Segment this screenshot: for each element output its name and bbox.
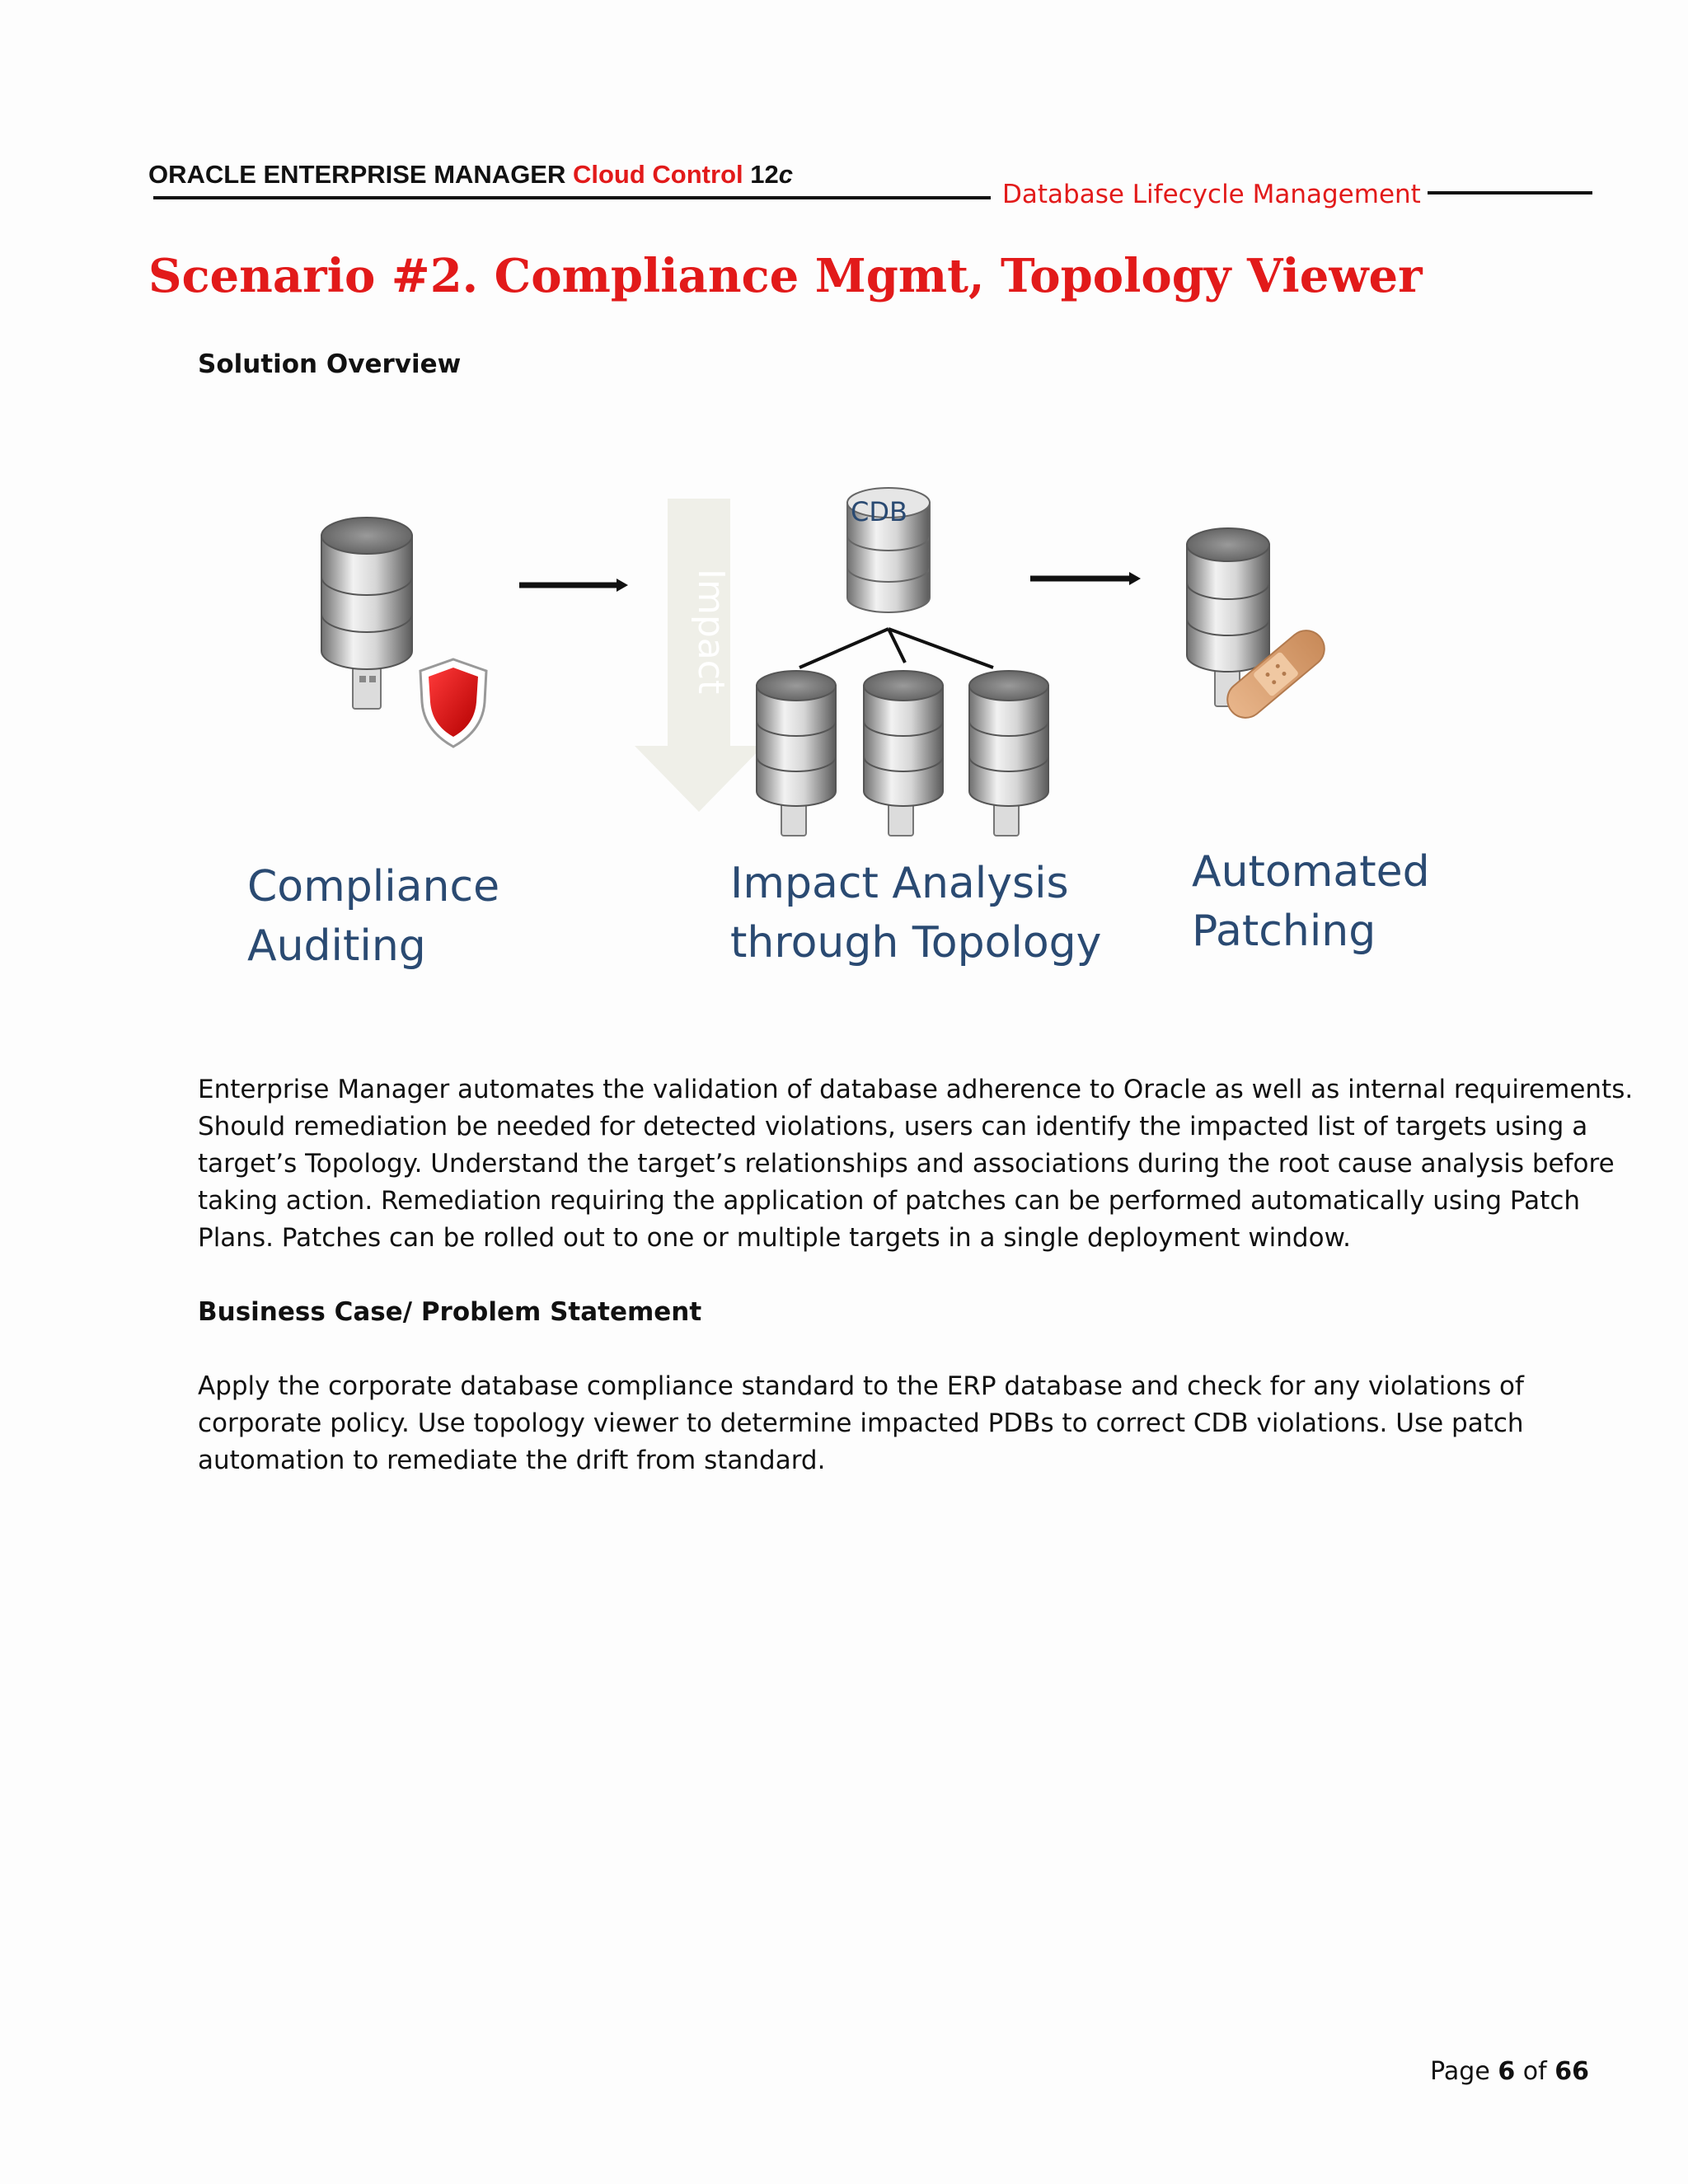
header-brand: ORACLE ENTERPRISE MANAGER bbox=[148, 160, 566, 189]
caption-impact-analysis: Impact Analysis through Topology bbox=[730, 859, 1102, 968]
topology-lines bbox=[799, 629, 993, 668]
cdb-database-icon bbox=[847, 488, 930, 612]
arrow-right-icon bbox=[519, 579, 628, 592]
solution-diagram bbox=[247, 462, 1451, 1038]
business-case-paragraph: Apply the corporate database compliance standard to the ERP database and check for any violations of corporate policy. Use topology viewer to determine impacted PDBs to correct CDB violations. Use patch automation to remediate the drift from standard. bbox=[198, 1371, 1524, 1475]
impact-label: Impact bbox=[690, 569, 732, 695]
caption-compliance-auditing: Compliance Auditing bbox=[247, 862, 500, 971]
page-title: Scenario #2. Compliance Mgmt, Topology Viewer bbox=[148, 249, 1423, 303]
page-number: Page 6 of 66 bbox=[1430, 2057, 1589, 2086]
solution-overview-heading: Solution Overview bbox=[198, 349, 462, 379]
shield-icon bbox=[420, 659, 486, 747]
pdb-database-icon bbox=[864, 671, 943, 836]
impact-arrow-icon bbox=[635, 499, 763, 812]
pdb-database-icon bbox=[757, 671, 836, 836]
header-version: 12c bbox=[750, 160, 793, 189]
solution-paragraph: Enterprise Manager automates the validation of database adherence to Oracle as well as internal requirements. Should remediation be needed for detected violations, users can identify the impacted list of targets using a target’s Topology. Understand the target’s relationships and associations during the root cause analysis before taking action. Remediation requiring the application of patches can be performed automatically using Patch Plans. Patches can be rolled out to one or multiple targets in a single deployment window. bbox=[198, 1075, 1634, 1253]
header-rule-left bbox=[153, 196, 991, 199]
header-rule-right bbox=[1428, 191, 1592, 194]
arrow-right-icon bbox=[1030, 572, 1141, 585]
header-title bbox=[148, 160, 793, 190]
cdb-label: CDB bbox=[851, 496, 907, 527]
header-product: Cloud Control bbox=[573, 160, 743, 189]
database-icon bbox=[321, 518, 412, 709]
caption-automated-patching: Automated Patching bbox=[1192, 847, 1430, 956]
business-case-heading: Business Case/ Problem Statement bbox=[198, 1297, 702, 1327]
pdb-database-icon bbox=[969, 671, 1048, 836]
header-section: Database Lifecycle Management bbox=[1002, 180, 1421, 209]
